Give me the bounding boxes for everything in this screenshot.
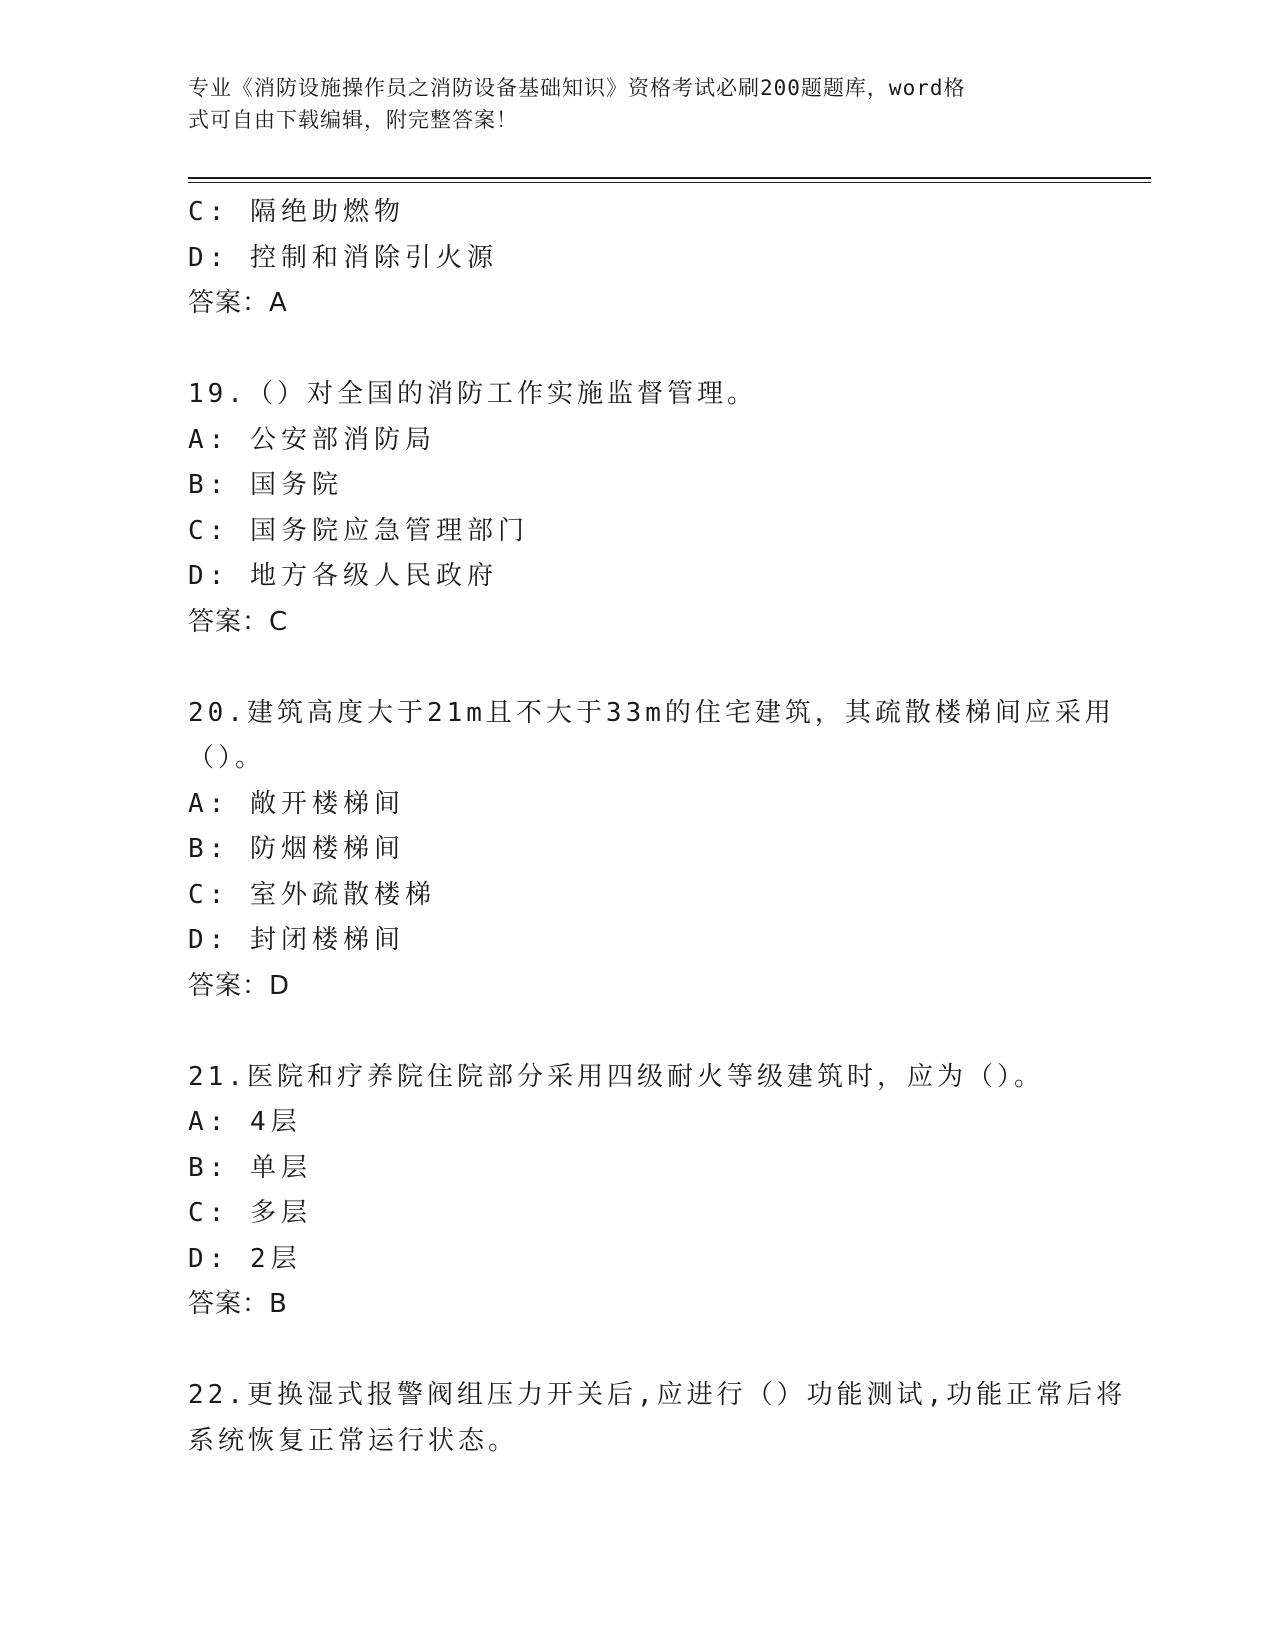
document-body bbox=[188, 190, 1127, 1464]
option-line bbox=[188, 827, 1088, 873]
option-text: 隔绝助燃物 bbox=[249, 197, 405, 227]
page-header bbox=[188, 72, 1068, 136]
option-line bbox=[188, 782, 1088, 828]
option-line bbox=[188, 1100, 1088, 1146]
option-text: 国务院 bbox=[249, 470, 343, 500]
option-text: 防烟楼梯间 bbox=[249, 834, 405, 864]
option-label: D: bbox=[188, 561, 230, 591]
answer-line: 答案：A bbox=[188, 288, 288, 318]
option-label: D: bbox=[188, 242, 230, 273]
option-label: B: bbox=[188, 1152, 230, 1183]
option-line bbox=[188, 236, 1088, 282]
answer-line: 答案：C bbox=[188, 606, 289, 637]
option-text: 敞开楼梯间 bbox=[249, 788, 405, 819]
option-text: 多层 bbox=[249, 1198, 312, 1228]
question-stem-continued: （）。 bbox=[188, 743, 266, 773]
option-line bbox=[188, 463, 1088, 509]
question-19 bbox=[188, 372, 1088, 645]
option-label: C: bbox=[188, 879, 230, 910]
option-label: C: bbox=[188, 197, 230, 227]
header-divider-thick bbox=[188, 177, 1151, 179]
option-label: C: bbox=[188, 1198, 230, 1228]
option-line bbox=[188, 1237, 1088, 1283]
option-label: A: bbox=[188, 1107, 230, 1137]
option-label: A: bbox=[188, 424, 230, 455]
question-stem: 19.（）对全国的消防工作实施监督管理。 bbox=[188, 379, 757, 409]
option-text: 单层 bbox=[249, 1152, 312, 1183]
header-line-1: 专业《消防设施操作员之消防设备基础知识》资格考试必刷200题题库，word格 bbox=[188, 76, 966, 100]
header-divider-thin bbox=[188, 182, 1151, 183]
option-label: D: bbox=[188, 1243, 230, 1274]
option-text: 2层 bbox=[249, 1243, 302, 1274]
option-label: D: bbox=[188, 925, 230, 955]
question-22 bbox=[188, 1373, 1127, 1464]
option-label: C: bbox=[188, 515, 230, 546]
option-text: 室外疏散楼梯 bbox=[249, 879, 436, 910]
option-line bbox=[188, 1146, 1088, 1192]
answer-line: 答案：D bbox=[188, 970, 291, 1001]
option-text: 地方各级人民政府 bbox=[249, 561, 498, 591]
option-text: 封闭楼梯间 bbox=[249, 925, 405, 955]
option-label: B: bbox=[188, 834, 230, 864]
option-line bbox=[188, 1191, 1088, 1237]
carryover-block bbox=[188, 190, 1088, 327]
option-text: 4层 bbox=[249, 1107, 302, 1137]
option-text: 国务院应急管理部门 bbox=[249, 515, 529, 546]
question-stem: 20.建筑高度大于21m且不大于33m的住宅建筑，其疏散楼梯间应采用 bbox=[188, 697, 1115, 728]
option-line bbox=[188, 509, 1088, 555]
question-stem: 21.医院和疗养院住院部分采用四级耐火等级建筑时，应为（）。 bbox=[188, 1061, 1044, 1092]
option-line bbox=[188, 190, 1088, 236]
option-line bbox=[188, 873, 1088, 919]
option-label: A: bbox=[188, 788, 230, 819]
option-text: 控制和消除引火源 bbox=[249, 242, 498, 273]
header-line-2: 式可自由下载编辑，附完整答案！ bbox=[188, 108, 518, 132]
option-line bbox=[188, 918, 1088, 964]
question-21 bbox=[188, 1055, 1088, 1328]
option-line bbox=[188, 418, 1088, 464]
option-label: B: bbox=[188, 470, 230, 500]
option-text: 公安部消防局 bbox=[249, 424, 436, 455]
question-stem: 22.更换湿式报警阀组压力开关后,应进行（）功能测试,功能正常后将 bbox=[188, 1380, 1127, 1410]
question-stem-continued: 系统恢复正常运行状态。 bbox=[188, 1425, 519, 1456]
answer-line: 答案：B bbox=[188, 1289, 288, 1319]
option-line bbox=[188, 554, 1088, 600]
question-20 bbox=[188, 691, 1115, 1010]
